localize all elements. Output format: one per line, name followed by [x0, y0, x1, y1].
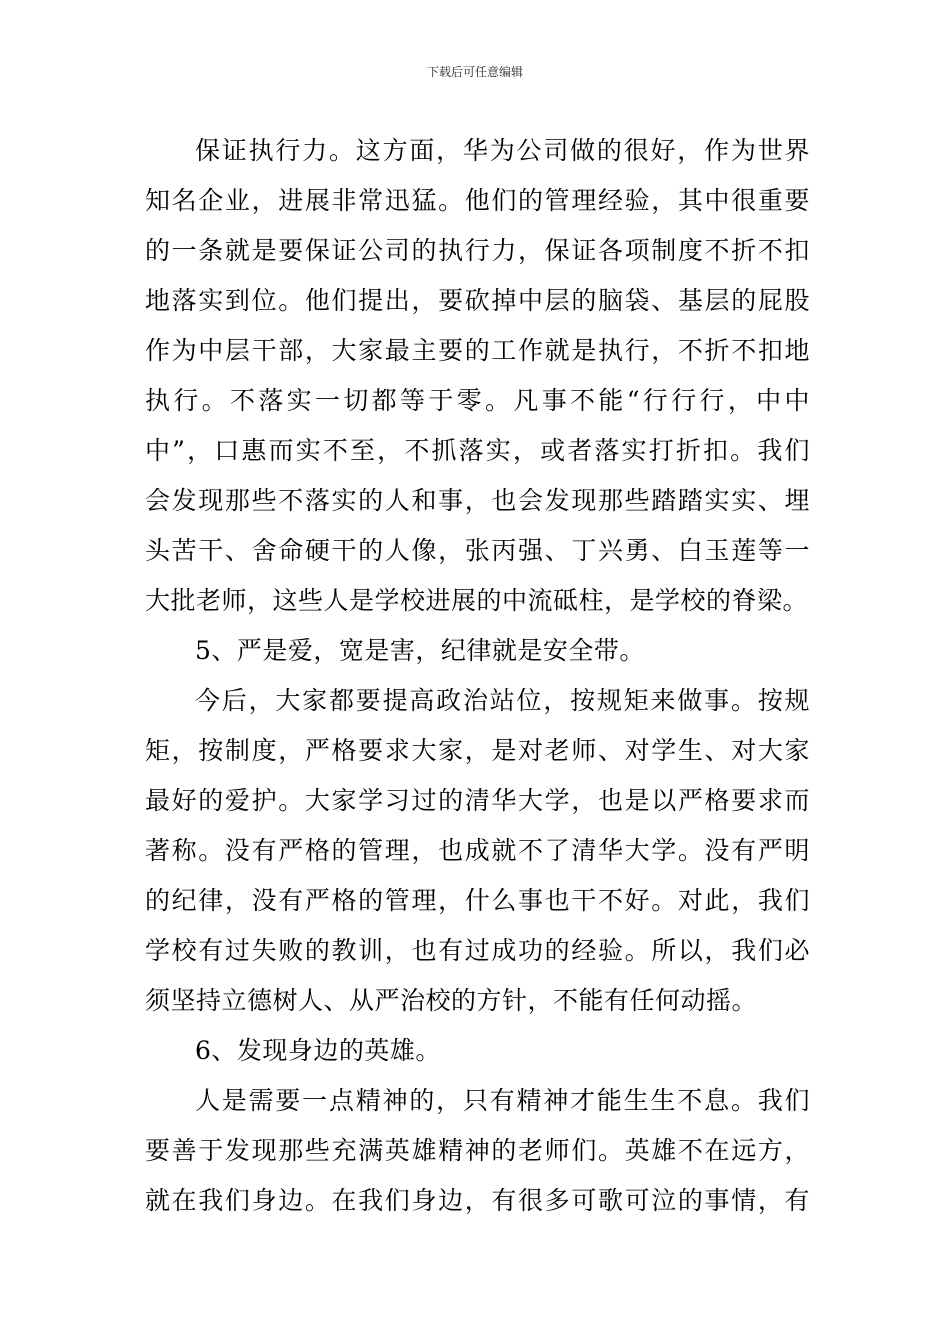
text-line: 作为中层干部，大家最主要的工作就是执行，不折不扣地	[145, 336, 810, 365]
text-line: 人是需要一点精神的，只有精神才能生生不息。我们	[195, 1086, 810, 1115]
text-line: 须坚持立德树人、从严治校的方针，不能有任何动摇。	[145, 986, 758, 1015]
text-line: 要善于发现那些充满英雄精神的老师们。英雄不在远方，	[145, 1136, 810, 1165]
text-line: 今后，大家都要提高政治站位，按规矩来做事。按规	[195, 686, 810, 715]
text-line: 地落实到位。他们提出，要砍掉中层的脑袋、基层的屁股	[145, 286, 810, 315]
text-line: 头苦干、舍命硬干的人像，张丙强、丁兴勇、白玉莲等一	[145, 536, 810, 565]
text-line: 执行。不落实一切都等于零。凡事不能“行行行，中中	[145, 386, 810, 415]
text-line: 6、发现身边的英雄。	[195, 1036, 441, 1065]
text-line: 的纪律，没有严格的管理，什么事也干不好。对此，我们	[145, 886, 810, 915]
text-line: 5、严是爱，宽是害，纪律就是安全带。	[195, 636, 645, 665]
text-line: 的一条就是要保证公司的执行力，保证各项制度不折不扣	[145, 236, 810, 265]
text-line: 会发现那些不落实的人和事，也会发现那些踏踏实实、埋	[145, 486, 810, 515]
text-line: 最好的爱护。大家学习过的清华大学，也是以严格要求而	[145, 786, 810, 815]
page-header: 下载后可任意编辑	[426, 65, 523, 79]
text-line: 就在我们身边。在我们身边，有很多可歌可泣的事情，有	[145, 1186, 810, 1215]
text-line: 矩，按制度，严格要求大家，是对老师、对学生、对大家	[145, 736, 810, 765]
text-line: 学校有过失败的教训，也有过成功的经验。所以，我们必	[145, 936, 810, 965]
text-line: 知名企业，进展非常迅猛。他们的管理经验，其中很重要	[145, 186, 810, 215]
text-line: 中”，口惠而实不至，不抓落实，或者落实打折扣。我们	[145, 436, 810, 465]
text-line: 保证执行力。这方面，华为公司做的很好，作为世界	[195, 136, 810, 165]
text-line: 大批老师，这些人是学校进展的中流砥柱，是学校的脊梁。	[145, 586, 809, 615]
text-line: 著称。没有严格的管理，也成就不了清华大学。没有严明	[145, 836, 810, 865]
document-body	[145, 126, 810, 1226]
